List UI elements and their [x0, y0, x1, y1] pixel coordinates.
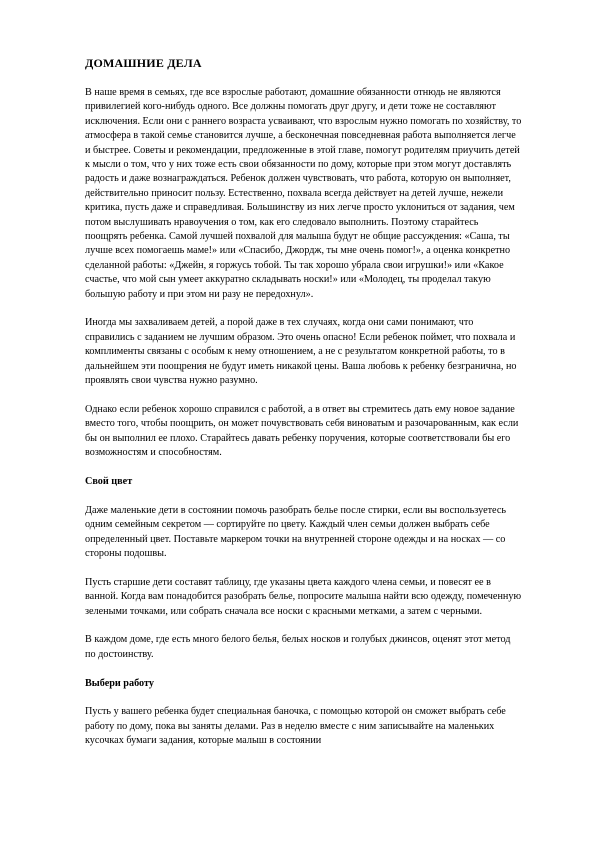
paragraph: Даже маленькие дети в состоянии помочь разобрать белье после стирки, если вы воспользуетесь одним семейным секретом — сортируйте по цвету. Каждый член семьи должен выбрать себе определенный цвет. Поставьте маркером точки на внутренней стороне одежды и на носках — со стороны подошвы.: [85, 504, 506, 559]
document-title: ДОМАШНИЕ ДЕЛА: [85, 56, 202, 70]
paragraph: В каждом доме, где есть много белого белья, белых носков и голубых джинсов, оценят этот метод по достоинству.: [85, 634, 511, 660]
section-heading: Выбери работу: [85, 677, 154, 689]
paragraph: В наше время в семьях, где все взрослые работают, домашние обязанности отнюдь не являются привилегией кого-нибудь одного. Все должны помогать друг другу, и дети тоже не составляют исключения. Если они с раннего возраста усваивают, что взрослым нужно помогать по хозяйству, то атмосфера в такой семье становится лучше, а бесконечная повседневная работа выполняется легче и быстрее. Советы и рекомендации, предложенные в этой главе, помогут родителям приучить детей к мысли о том, что у них тоже есть свои обязанности по дому, которые при этом могут доставлять радость и даже вознаграждаться. Ребенок должен чувствовать, что работа, которую он выполняет, действительно приносит пользу. Естественно, похвала всегда действует на детей лучше, нежели критика, пусть даже и справедливая. Большинству из них легче просто уклониться от задания, чем потом выслушивать нравоучения о том, как его следовало выполнить. Поэтому старайтесь поощрять ребенка. Самой лучшей похвалой для малыша будут не общие рассуждения: «Саша, ты лучше всех помогаешь маме!» или «Спасибо, Джордж, ты мне очень помог!», а оценка конкретно сделанной работы: «Джейн, я горжусь тобой. Ты так хорошо убрала свои игрушки!» или «Какое счастье, что мой сын умеет аккуратно складывать носки!» или «Молодец, ты проделал такую большую работу и при этом ни разу не передохнул».: [85, 87, 522, 300]
paragraph: Пусть у вашего ребенка будет специальная баночка, с помощью которой он сможет выбрать себе работу по дому, пока вы заняты делами. Раз в неделю вместе с ним записывайте на маленьких кусочках бумаги задания, которые малыш в состоянии: [85, 706, 506, 747]
paragraph: Пусть старшие дети составят таблицу, где указаны цвета каждого члена семьи, и повесят ее в ванной. Когда вам понадобится разобрать белье, попросите малыша найти всю одежду, помеченную зелеными точками, или собрать сначала все носки с красными метками, а затем с черными.: [85, 576, 522, 617]
paragraph: Иногда мы захваливаем детей, а порой даже в тех случаях, когда они сами понимают, что справились с заданием не лучшим образом. Это очень опасно! Если ребенок поймет, что похвала и комплименты связаны с особым к нему отношением, а не с результатом конкретной работы, то в дальнейшем эти поощрения не будут иметь никакой цены. Ваша любовь к ребенку безгранична, но проявлять свои чувства нужно разумно.: [85, 317, 517, 387]
paragraph: Однако если ребенок хорошо справился с работой, а в ответ вы стремитесь дать ему новое задание вместо того, чтобы поощрить, он может почувствовать себя виноватым и разочарованным, как если бы он выполнил ее плохо. Старайтесь давать ребенку поручения, которые соответствовали бы его возможностям и способностям.: [85, 403, 519, 459]
section-heading: Свой цвет: [85, 475, 133, 487]
document-body: [85, 86, 523, 749]
